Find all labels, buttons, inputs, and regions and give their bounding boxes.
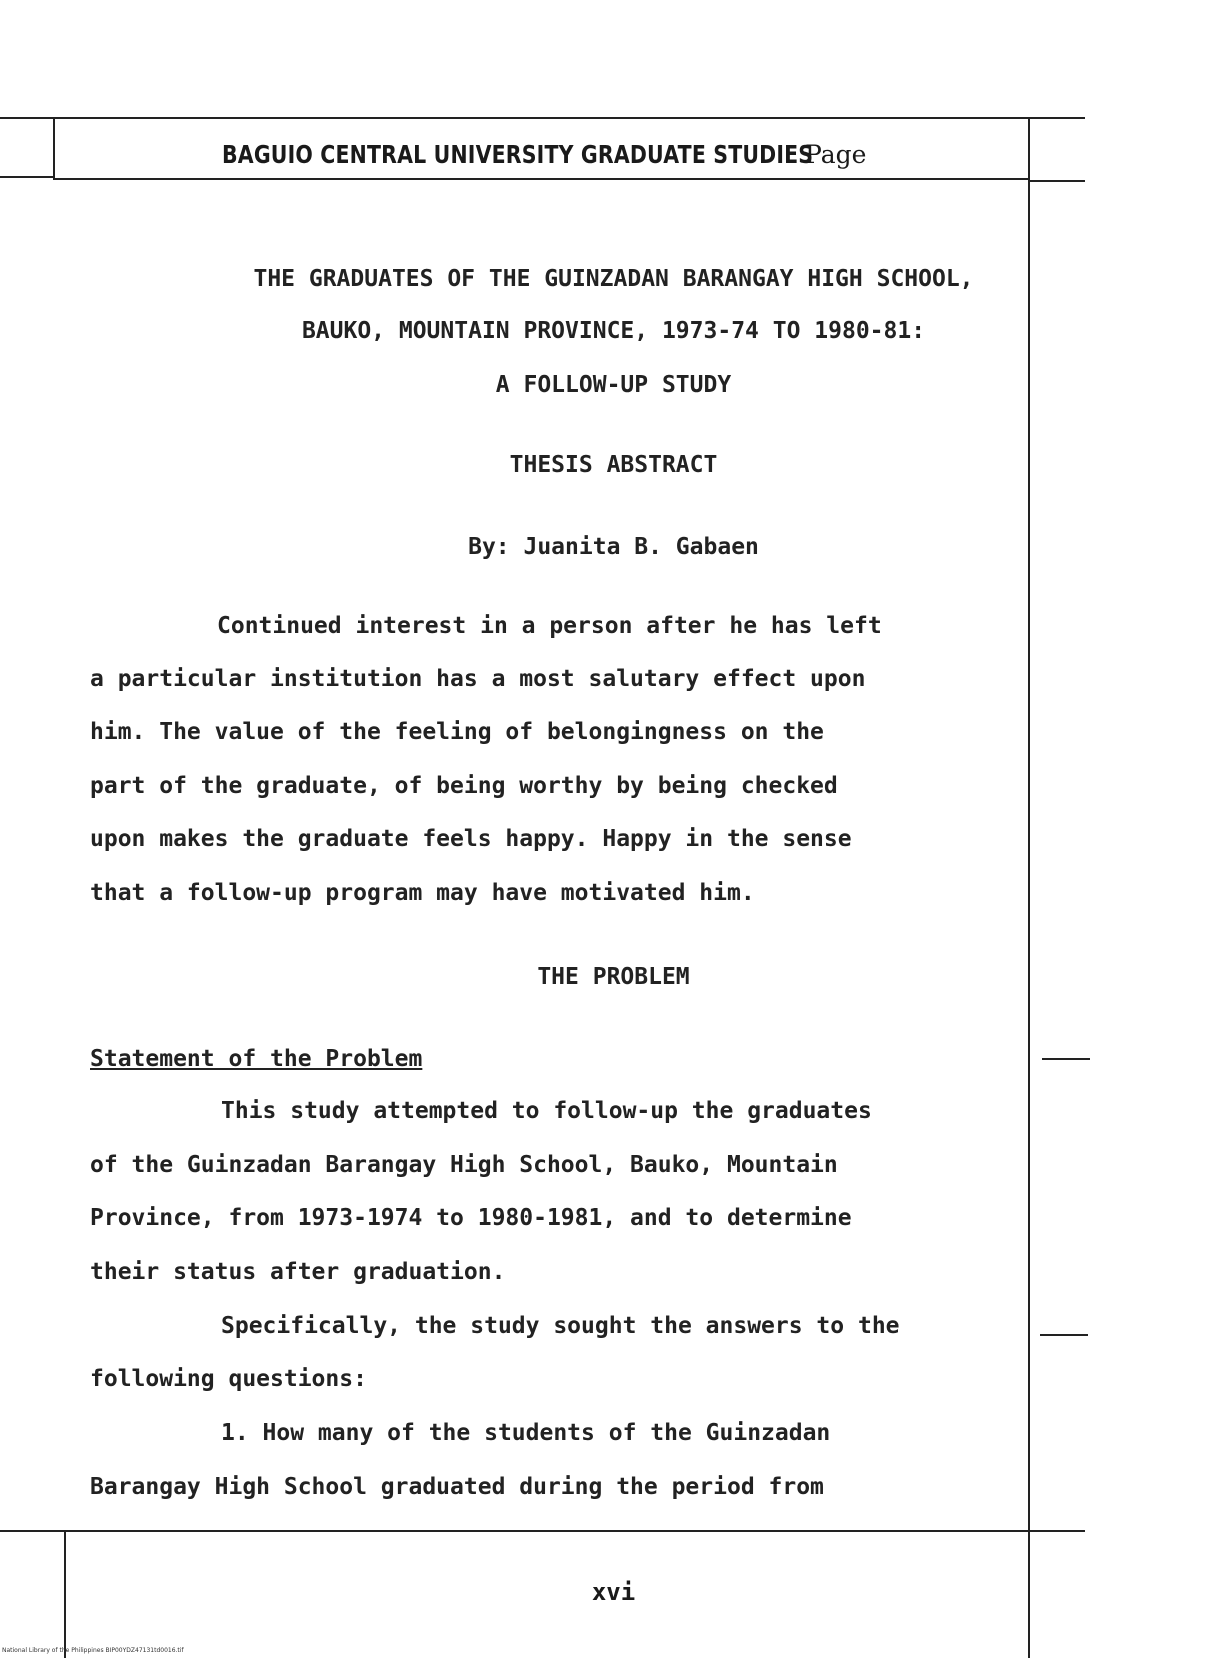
header-bottom-rule-left <box>0 176 55 178</box>
problem-line: following questions: <box>90 1366 367 1392</box>
problem-line: of the Guinzadan Barangay High School, Bauko, Mountain <box>90 1152 838 1178</box>
top-rule <box>0 117 1085 119</box>
margin-tick-2 <box>1040 1334 1088 1336</box>
problem-line: This study attempted to follow-up the graduates <box>221 1098 872 1124</box>
problem-line: Specifically, the study sought the answers to the <box>221 1313 900 1339</box>
university-header: BAGUIO CENTRAL UNIVERSITY GRADUATE STUDIES <box>222 140 814 169</box>
page-label: Page <box>805 140 867 169</box>
problem-line: their status after graduation. <box>90 1259 506 1285</box>
intro-line: Continued interest in a person after he has left <box>217 613 882 639</box>
footer-rule <box>0 1530 1085 1532</box>
abstract-label: THESIS ABSTRACT <box>509 452 718 478</box>
right-border <box>1028 118 1030 1658</box>
header-bottom-rule <box>55 178 1030 180</box>
intro-line: part of the graduate, of being worthy by being checked <box>90 773 838 799</box>
thesis-title-line-2: BAUKO, MOUNTAIN PROVINCE, 1973-74 TO 1980-81: <box>301 318 926 344</box>
intro-line: that a follow-up program may have motivated him. <box>90 880 755 906</box>
intro-line: him. The value of the feeling of belongingness on the <box>90 719 824 745</box>
left-border <box>53 118 55 180</box>
statement-subheading: Statement of the Problem <box>90 1046 423 1072</box>
thesis-title-line-3: A FOLLOW-UP STUDY <box>495 372 732 398</box>
problem-line: Barangay High School graduated during the period from <box>90 1474 824 1500</box>
intro-line: upon makes the graduate feels happy. Happy in the sense <box>90 826 852 852</box>
intro-line: a particular institution has a most salutary effect upon <box>90 666 866 692</box>
margin-tick-1 <box>1042 1058 1090 1060</box>
page-number: xvi <box>591 1578 636 1606</box>
library-footnote: National Library of the Philippines BIP00YDZ47131td0016.tif <box>2 1647 184 1654</box>
author-line: By: Juanita B. Gabaen <box>468 534 759 560</box>
problem-line: 1. How many of the students of the Guinzadan <box>221 1420 831 1446</box>
problem-line: Province, from 1973-1974 to 1980-1981, and to determine <box>90 1205 852 1231</box>
thesis-title-line-1: THE GRADUATES OF THE GUINZADAN BARANGAY HIGH SCHOOL, <box>253 266 974 292</box>
section-heading: THE PROBLEM <box>537 964 690 990</box>
header-bottom-rule-right <box>1030 180 1085 182</box>
